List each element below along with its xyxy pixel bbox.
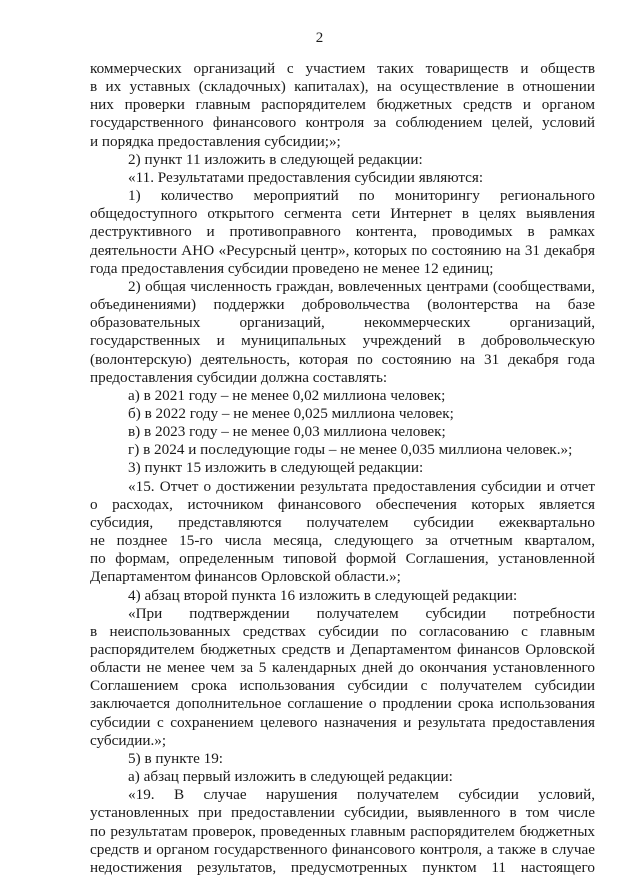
page-number: 2 [315, 30, 324, 46]
text-line: «11. Результатами предоставления субсидии являются: [128, 168, 484, 186]
text-line: г) в 2024 и последующие годы – не менее 0,035 миллиона человек.»; [128, 441, 573, 459]
text-line: по формам, определенным типовой формой Соглашения, установленной [90, 550, 595, 568]
document-body [90, 60, 595, 877]
text-line: области не менее чем за 5 календарных дней до окончания установленного [90, 659, 595, 677]
text-line: коммерческих организаций с участием таких товариществ и обществ [90, 60, 595, 77]
text-line: образовательных организаций, некоммерческих организаций, [90, 314, 595, 332]
text-line: в неиспользованных средствах субсидии по согласованию с главным [90, 622, 595, 640]
text-line: 1) количество мероприятий по мониторингу регионального [128, 187, 595, 205]
text-line: а) в 2021 году – не менее 0,02 миллиона человек; [128, 386, 446, 404]
text-line: о расходах, источником финансового обеспечения которых является [90, 495, 595, 513]
text-line: субсидии.»; [90, 731, 167, 749]
text-line: установленных при предоставлении субсидии, выявленного в том числе [90, 804, 595, 822]
text-line: государственного финансового контроля за соблюдением целей, условий [90, 114, 595, 132]
text-line: заключается дополнительное соглашение о продлении срока использования [90, 695, 595, 713]
text-line: субсидия, представляются получателем субсидии ежеквартально [90, 513, 595, 531]
text-line: «19. В случае нарушения получателем субсидии условий, [128, 786, 595, 804]
text-line: предоставления субсидии должна составлять: [90, 368, 388, 386]
text-line: (волонтерскую) деятельность, которая по состоянию на 31 декабря года [90, 350, 595, 368]
text-line: деятельности АНО «Ресурсный центр», которых по состоянию на 31 декабря [90, 241, 595, 259]
text-line: «При подтверждении получателем субсидии потребности [128, 604, 595, 622]
text-line: в) в 2023 году – не менее 0,03 миллиона человек; [128, 423, 446, 441]
text-line: 5) в пункте 19: [128, 749, 224, 767]
text-line: 4) абзац второй пункта 16 изложить в следующей редакции: [128, 586, 518, 604]
text-line: по результатам проверок, проведенных главным распорядителем бюджетных [90, 822, 595, 840]
text-line: государственных и муниципальных учреждений в добровольческую [90, 332, 595, 350]
text-line: Департаментом финансов Орловской области.»; [90, 568, 401, 586]
text-line: 3) пункт 15 изложить в следующей редакции: [128, 459, 424, 477]
text-line: б) в 2022 году – не менее 0,025 миллиона человек; [128, 404, 454, 422]
text-line: и порядка предоставления субсидии;»; [90, 132, 341, 150]
text-line: объединениями) поддержки добровольчества (волонтерства на базе [90, 296, 595, 314]
text-line: средств и органом государственного финансового контроля, а также в случае [90, 840, 595, 858]
text-line: субсидии с сохранением целевого назначения и результата предоставления [90, 713, 595, 731]
text-line: 2) общая численность граждан, вовлеченных центрами (сообществами, [128, 277, 595, 295]
text-line: Соглашением срока использования субсидии с получателем субсидии [90, 677, 595, 695]
text-line: в их уставных (складочных) капиталах), на осуществление в отношении [90, 78, 595, 96]
text-line: них проверки главным распорядителем бюджетных средств и органом [90, 96, 595, 114]
text-line: деструктивного и противоправного контента, проводимых в рамках [90, 223, 595, 241]
text-line: не позднее 15-го числа месяца, следующего за отчетным кварталом, [90, 532, 595, 550]
text-line: 2) пункт 11 изложить в следующей редакции: [128, 150, 423, 168]
text-line: а) абзац первый изложить в следующей редакции: [128, 768, 453, 786]
text-line: «15. Отчет о достижении результата предоставления субсидии и отчет [128, 477, 595, 495]
text-line: года предоставления субсидии проведено не менее 12 единиц; [90, 259, 494, 277]
text-line: распорядителем бюджетных средств и Департаментом финансов Орловской [90, 641, 595, 658]
text-line: недостижения результатов, предусмотренных пунктом 11 настоящего [90, 858, 595, 876]
text-line: общедоступного открытого сегмента сети Интернет в целях выявления [90, 205, 595, 223]
